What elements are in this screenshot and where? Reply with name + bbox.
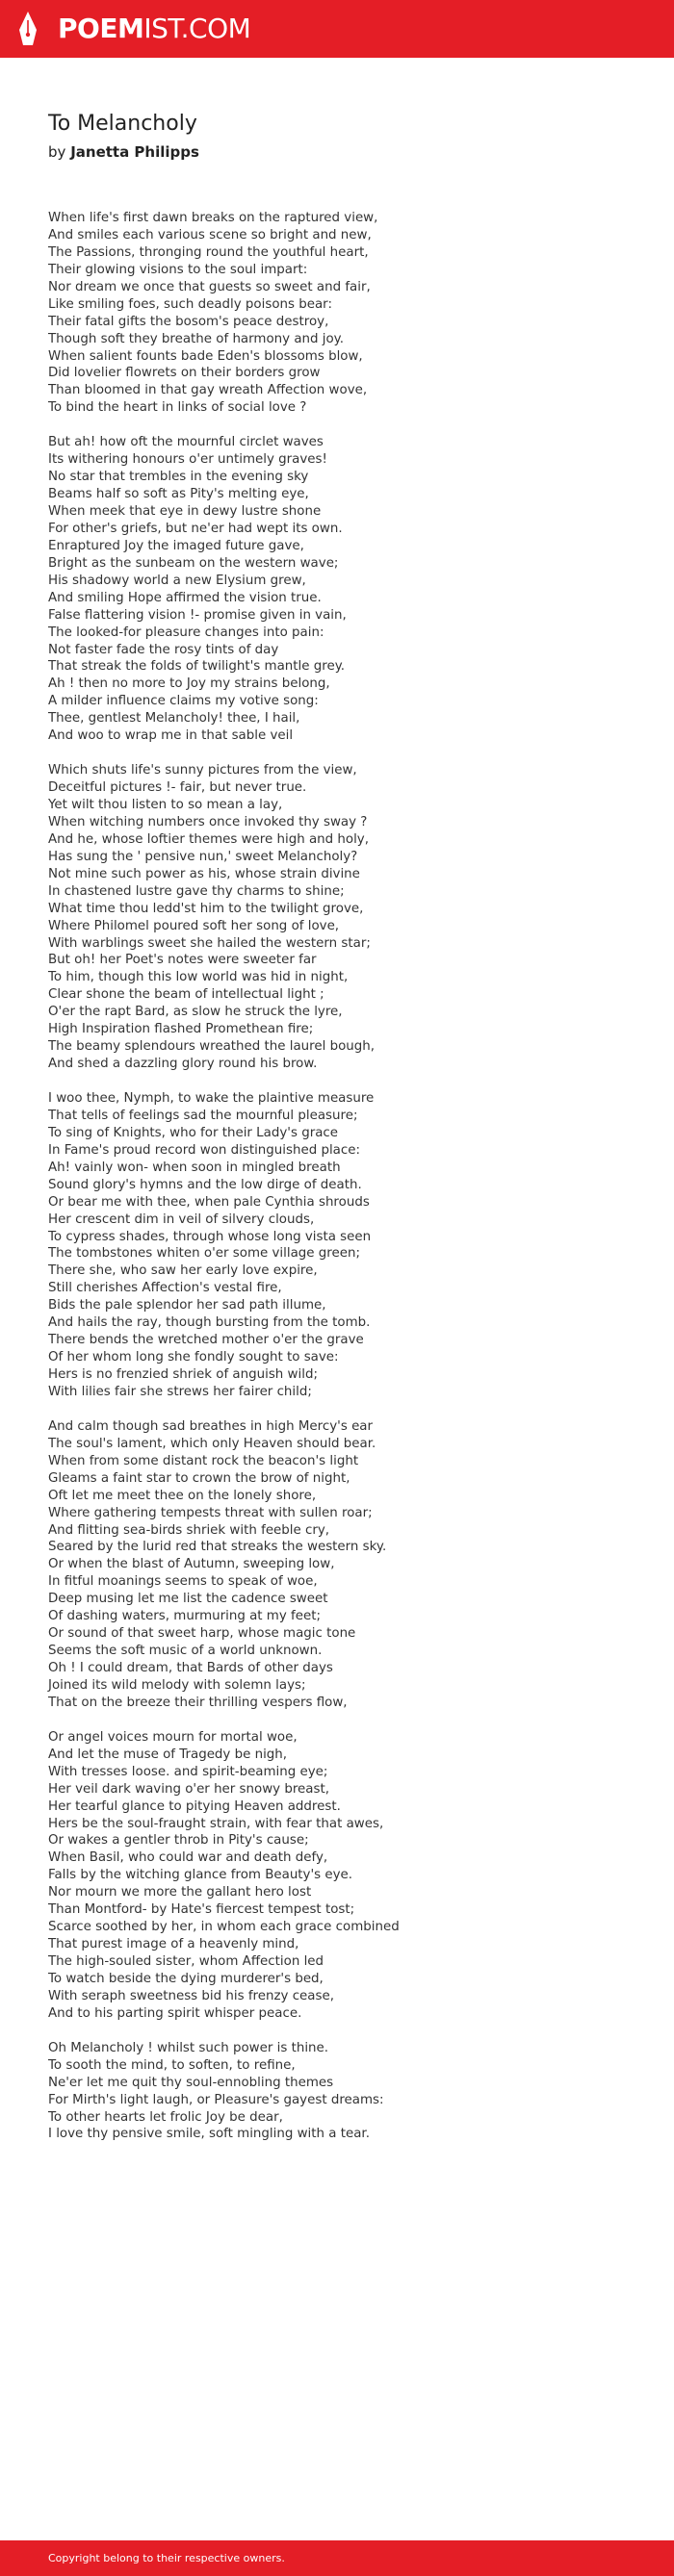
poem-line: And flitting sea-birds shriek with feeble cry, bbox=[48, 1522, 330, 1538]
poem-line: That purest image of a heavenly mind, bbox=[48, 1937, 299, 1952]
poem-line: And to his parting spirit whisper peace. bbox=[48, 2005, 302, 2021]
poem-line: Seared by the lurid red that streaks the western sky. bbox=[48, 1540, 387, 1555]
poem-line: Deceitful pictures !- fair, but never true. bbox=[48, 780, 307, 796]
poem-line: Sound glory's hymns and the low dirge of death. bbox=[48, 1177, 362, 1192]
poem-line: Of her whom long she fondly sought to save: bbox=[48, 1350, 339, 1365]
poem-line: Or sound of that sweet harp, whose magic tone bbox=[48, 1626, 356, 1642]
poem-line: Ah! vainly won- when soon in mingled breath bbox=[48, 1160, 341, 1175]
poem-line: Like smiling foes, such deadly poisons bear: bbox=[48, 296, 332, 312]
poem-line: Hers is no frenzied shriek of anguish wild; bbox=[48, 1367, 318, 1382]
poem-line: Ne'er let me quit thy soul-ennobling themes bbox=[48, 2075, 334, 2090]
poem-stanza bbox=[48, 210, 645, 417]
poem-line: There she, who saw her early love expire, bbox=[48, 1263, 318, 1279]
poem-line: Scarce soothed by her, in whom each grace combined bbox=[48, 1920, 400, 1935]
poem-line: For Mirth's light laugh, or Pleasure's gayest dreams: bbox=[48, 2092, 384, 2107]
poem-line: False flattering vision !- promise given in vain, bbox=[48, 607, 347, 623]
poem-line: The high-souled sister, whom Affection led bbox=[48, 1954, 324, 1969]
poem-line: To other hearts let frolic Joy be dear, bbox=[48, 2109, 283, 2125]
poem-line: Still cherishes Affection's vestal fire, bbox=[48, 1281, 282, 1296]
poem-line: The looked-for pleasure changes into pain: bbox=[48, 625, 324, 640]
poem-line: The Passions, thronging round the youthful heart, bbox=[48, 244, 369, 260]
poem-line: But oh! her Poet's notes were sweeter far bbox=[48, 953, 317, 968]
poem-line: When life's first dawn breaks on the raptured view, bbox=[48, 211, 378, 225]
poem-line: What time thou ledd'st him to the twilight grove, bbox=[48, 901, 364, 916]
poem-line: Her tearful glance to pitying Heaven addrest. bbox=[48, 1798, 341, 1814]
poem-line: Its withering honours o'er untimely graves! bbox=[48, 452, 327, 468]
poem-line: And smiling Hope affirmed the vision true. bbox=[48, 590, 322, 605]
poem-line: In fitful moanings seems to speak of woe, bbox=[48, 1574, 318, 1590]
poem-line: When meek that eye in dewy lustre shone bbox=[48, 504, 322, 519]
poem-line: Where Philomel poured soft her song of love, bbox=[48, 918, 340, 933]
poem-line: For other's griefs, but ne'er had wept its own. bbox=[48, 521, 343, 536]
poem-line: Clear shone the beam of intellectual light ; bbox=[48, 987, 324, 1003]
poem-line: Than Montford- by Hate's fiercest tempest tost; bbox=[48, 1902, 355, 1918]
poem-line: In Fame's proud record won distinguished place: bbox=[48, 1142, 360, 1158]
poem-line: That on the breeze their thrilling vespers flow, bbox=[48, 1695, 348, 1710]
poem-line: Or angel voices mourn for mortal woe, bbox=[48, 1729, 298, 1745]
poem-line: Hers be the soul-fraught strain, with fear that awes, bbox=[48, 1816, 384, 1831]
poem-line: There bends the wretched mother o'er the grave bbox=[48, 1333, 364, 1348]
poem-line: Though soft they breathe of harmony and joy. bbox=[48, 331, 344, 346]
poem-line: No star that trembles in the evening sky bbox=[48, 470, 309, 485]
poem-line: With lilies fair she strews her fairer child; bbox=[48, 1384, 312, 1399]
poem-line: Joined its wild melody with solemn lays; bbox=[48, 1677, 306, 1693]
poem-line: His shadowy world a new Elysium grew, bbox=[48, 573, 306, 588]
poem-line: The soul's lament, which only Heaven should bear. bbox=[48, 1436, 376, 1451]
poem-line: Or when the blast of Autumn, sweeping low, bbox=[48, 1557, 335, 1572]
poem-byline bbox=[48, 141, 199, 163]
poem-line: Did lovelier flowrets on their borders grow bbox=[48, 366, 321, 381]
poem-line: The beamy splendours wreathed the laurel bough, bbox=[48, 1039, 376, 1055]
poem-line: And calm though sad breathes in high Mercy's ear bbox=[48, 1418, 374, 1434]
poem-line: When from some distant rock the beacon's light bbox=[48, 1453, 359, 1468]
poem-line: To watch beside the dying murderer's bed, bbox=[48, 1971, 324, 1986]
poem-line: When salient founts bade Eden's blossoms blow, bbox=[48, 348, 363, 364]
poem-title: To Melancholy bbox=[48, 112, 197, 136]
pen-nib-icon[interactable] bbox=[17, 11, 39, 47]
poem-line: Her crescent dim in veil of silvery clouds, bbox=[48, 1211, 315, 1227]
poem-line: To bind the heart in links of social love ? bbox=[48, 400, 307, 416]
poem-line: And he, whose loftier themes were high and holy, bbox=[48, 831, 369, 847]
poem-line: Which shuts life's sunny pictures from the view, bbox=[48, 763, 357, 778]
poem-line: I woo thee, Nymph, to wake the plaintive measure bbox=[48, 1091, 375, 1106]
copyright-notice: Copyright belong to their respective owners. bbox=[48, 2552, 285, 2564]
poem-line: And smiles each various scene so bright and new, bbox=[48, 227, 372, 242]
poem-line: Gleams a faint star to crown the brow of night, bbox=[48, 1470, 350, 1486]
poem-line: Falls by the witching glance from Beauty's eye. bbox=[48, 1868, 353, 1883]
poem-line: With warblings sweet she hailed the western star; bbox=[48, 935, 371, 951]
poem-line: In chastened lustre gave thy charms to shine; bbox=[48, 883, 345, 899]
poem-line: Their glowing visions to the soul impart: bbox=[48, 262, 308, 277]
site-logo[interactable] bbox=[58, 13, 250, 45]
poem-line: With seraph sweetness bid his frenzy cease, bbox=[48, 1988, 334, 2003]
poem-line: Than bloomed in that gay wreath Affection wove, bbox=[48, 383, 368, 398]
poem-line: To cypress shades, through whose long vista seen bbox=[48, 1229, 372, 1244]
poem-line: With tresses loose. and spirit-beaming eye; bbox=[48, 1764, 328, 1779]
poem-line: Has sung the ' pensive nun,' sweet Melancholy? bbox=[48, 849, 358, 864]
poem-line: Of dashing waters, murmuring at my feet; bbox=[48, 1609, 321, 1624]
poem-stanza bbox=[48, 762, 645, 1073]
poem-line: Where gathering tempests threat with sullen roar; bbox=[48, 1505, 373, 1520]
poem-line: Enraptured Joy the imaged future gave, bbox=[48, 538, 304, 553]
poem-line: The tombstones whiten o'er some village green; bbox=[48, 1246, 360, 1262]
poem-line: I love thy pensive smile, soft mingling with a tear. bbox=[48, 2127, 370, 2142]
poem-line: When witching numbers once invoked thy sway ? bbox=[48, 814, 368, 829]
poem-line: Their fatal gifts the bosom's peace destroy, bbox=[48, 314, 329, 329]
site-header bbox=[0, 0, 674, 58]
logo-light-text: IST.COM bbox=[143, 13, 251, 44]
poem-body bbox=[48, 210, 645, 2160]
poem-line: Oft let me meet thee on the lonely shore, bbox=[48, 1488, 317, 1503]
poem-line: To sooth the mind, to soften, to refine, bbox=[48, 2057, 296, 2073]
poem-line: Or wakes a gentler throb in Pity's cause; bbox=[48, 1833, 309, 1849]
poem-line: Deep musing let me list the cadence sweet bbox=[48, 1592, 328, 1607]
poem-line: That streak the folds of twilight's mantle grey. bbox=[48, 659, 345, 675]
poem-line: Bids the pale splendor her sad path illume, bbox=[48, 1298, 326, 1314]
poem-line: To sing of Knights, who for their Lady's grace bbox=[48, 1125, 338, 1140]
poem-line: Not mine such power as his, whose strain divine bbox=[48, 866, 360, 881]
poem-line: A milder influence claims my votive song: bbox=[48, 694, 319, 709]
poem-stanza bbox=[48, 2040, 645, 2144]
poem-line: Nor dream we once that guests so sweet and fair, bbox=[48, 279, 371, 294]
poem-line: That tells of feelings sad the mournful pleasure; bbox=[48, 1108, 358, 1123]
poem-line: Nor mourn we more the gallant hero lost bbox=[48, 1885, 312, 1900]
poem-line: And woo to wrap me in that sable veil bbox=[48, 728, 294, 744]
poem-line: But ah! how oft the mournful circlet waves bbox=[48, 435, 324, 450]
poem-line: Beams half so soft as Pity's melting eye, bbox=[48, 487, 309, 502]
author-link[interactable]: Janetta Philipps bbox=[70, 143, 199, 161]
poem-line: Ah ! then no more to Joy my strains belong, bbox=[48, 676, 330, 692]
poem-stanza bbox=[48, 1090, 645, 1401]
poem-line: And let the muse of Tragedy be nigh, bbox=[48, 1747, 288, 1762]
poem-line: And hails the ray, though bursting from the tomb. bbox=[48, 1315, 371, 1331]
site-footer bbox=[0, 2540, 674, 2576]
poem-line: Or bear me with thee, when pale Cynthia shrouds bbox=[48, 1194, 370, 1210]
poem-line: To him, though this low world was hid in night, bbox=[48, 970, 349, 985]
poem-line: And shed a dazzling glory round his brow. bbox=[48, 1057, 318, 1072]
poem-stanza bbox=[48, 1418, 645, 1712]
poem-line: Seems the soft music of a world unknown. bbox=[48, 1644, 323, 1659]
byline-prefix: by bbox=[48, 143, 66, 161]
poem-line: Oh ! I could dream, that Bards of other days bbox=[48, 1661, 333, 1675]
poem-line: Her veil dark waving o'er her snowy breast, bbox=[48, 1781, 329, 1797]
poem-line: O'er the rapt Bard, as slow he struck the lyre, bbox=[48, 1005, 343, 1020]
poem-stanza bbox=[48, 1729, 645, 2023]
poem-line: When Basil, who could war and death defy, bbox=[48, 1850, 328, 1866]
poem-line: Bright as the sunbeam on the western wave; bbox=[48, 555, 339, 571]
poem-line: Not faster fade the rosy tints of day bbox=[48, 642, 279, 657]
poem-line: Oh Melancholy ! whilst such power is thine. bbox=[48, 2040, 329, 2055]
poem-line: Thee, gentlest Melancholy! thee, I hail, bbox=[48, 711, 300, 727]
poem-line: High Inspiration flashed Promethean fire; bbox=[48, 1022, 314, 1037]
poem-stanza bbox=[48, 434, 645, 745]
poem-line: Yet wilt thou listen to so mean a lay, bbox=[48, 798, 283, 812]
logo-bold-text: POEM bbox=[58, 13, 144, 44]
